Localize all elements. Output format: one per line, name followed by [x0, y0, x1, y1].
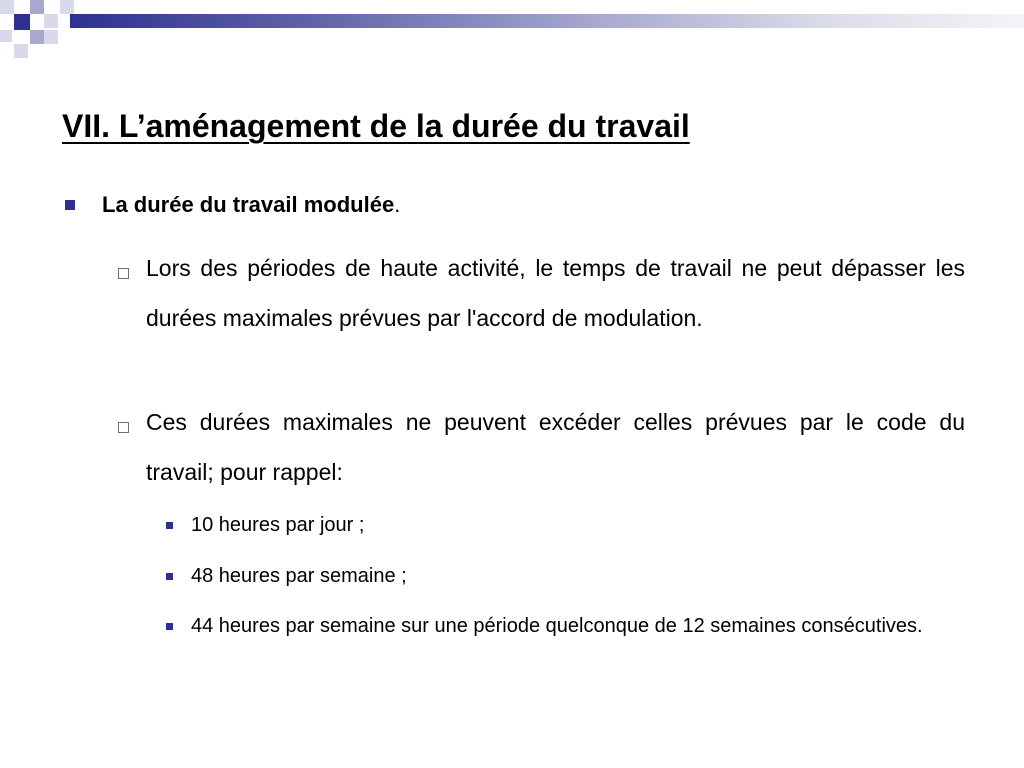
third-level-bullet	[166, 615, 965, 648]
corner-square	[0, 30, 12, 42]
heading-text: La durée du travail modulée	[102, 192, 395, 217]
main-bullet-text	[102, 192, 400, 218]
header-gradient-bar	[70, 14, 1024, 28]
corner-square	[30, 30, 44, 44]
corner-square	[30, 0, 44, 14]
square-bullet-icon	[166, 573, 173, 580]
slide-title: VII. L’aménagement de la durée du travail	[62, 108, 690, 144]
sub-bullet-text: Ces durées maximales ne peuvent excéder celles prévues par le code du travail; pour rappel:	[146, 409, 965, 485]
sub-bullet-text: Lors des périodes de haute activité, le temps de travail ne peut dépasser les durées maximales prévues par l'accord de modulation.	[146, 255, 965, 331]
corner-square	[14, 14, 30, 30]
square-bullet-icon	[65, 200, 75, 210]
corner-square	[44, 30, 58, 44]
square-bullet-icon	[166, 623, 173, 630]
corner-square	[0, 0, 14, 14]
hollow-square-bullet-icon	[118, 422, 129, 433]
sub-bullet	[115, 409, 965, 497]
corner-square	[60, 0, 74, 14]
corner-square	[14, 44, 28, 58]
square-bullet-icon	[166, 522, 173, 529]
sub-bullet	[115, 255, 965, 343]
corner-square	[44, 14, 58, 28]
third-level-text: 48 heures par semaine ;	[191, 565, 407, 587]
third-level-bullet	[166, 514, 965, 547]
third-level-text: 44 heures par semaine sur une période quelconque de 12 semaines consécutives.	[191, 615, 923, 637]
third-level-text: 10 heures par jour ;	[191, 514, 365, 536]
hollow-square-bullet-icon	[118, 268, 129, 279]
heading-suffix: .	[394, 192, 401, 217]
third-level-bullet	[166, 565, 965, 598]
